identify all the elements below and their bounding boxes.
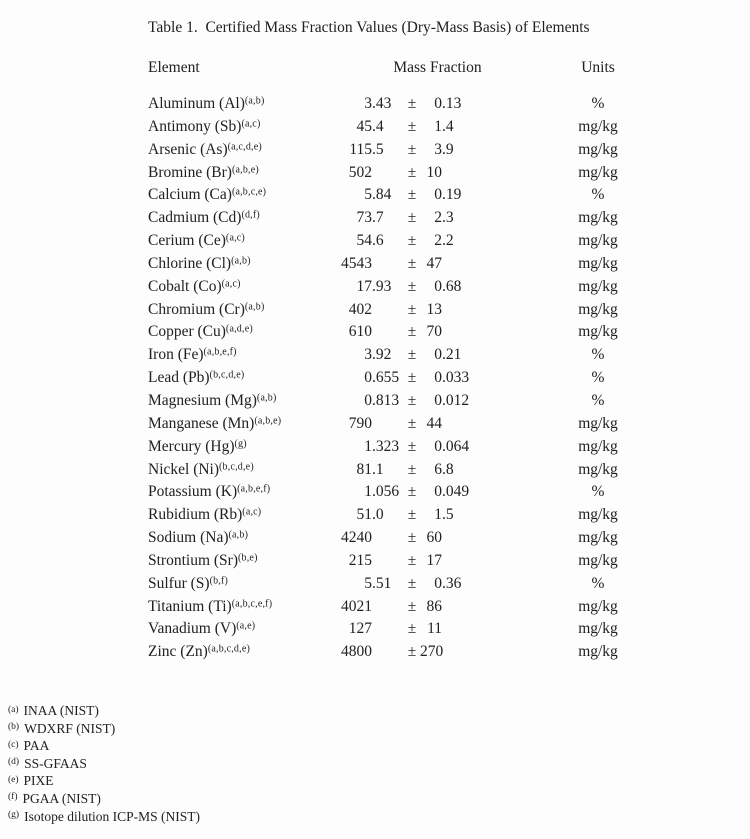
units-value: mg/kg bbox=[578, 597, 618, 615]
uncertainty-integer: 0 bbox=[434, 391, 442, 409]
footnote-line: $^{(e)}$ PIXE bbox=[8, 773, 54, 789]
units-value: mg/kg bbox=[578, 117, 618, 135]
method-superscript: (b,f) bbox=[209, 575, 229, 587]
uncertainty-integer: 47 bbox=[426, 254, 442, 272]
method-superscript: (a,b,e) bbox=[231, 164, 259, 176]
plus-minus-sign: ± bbox=[407, 574, 417, 592]
element-name: Titanium (Ti)$^{(a,b,c,e,f)}$ bbox=[148, 597, 273, 615]
table-row bbox=[0, 299, 750, 322]
element-name: Arsenic (As)$^{(a,c,d,e)}$ bbox=[148, 140, 262, 158]
uncertainty-integer: 70 bbox=[426, 323, 442, 341]
table-row bbox=[0, 504, 750, 527]
column-header-element: Element bbox=[148, 59, 200, 76]
uncertainty-integer: 0 bbox=[434, 369, 442, 387]
element-name: Rubidium (Rb)$^{(a,c)}$ bbox=[148, 506, 262, 524]
uncertainty-fraction bbox=[442, 413, 476, 436]
value-fraction: .813 bbox=[372, 391, 400, 409]
uncertainty-integer: 2 bbox=[434, 232, 442, 250]
value-integer: 54 bbox=[356, 232, 372, 250]
plus-minus-sign: ± bbox=[407, 163, 417, 181]
method-superscript: (a,b) bbox=[231, 255, 251, 267]
uncertainty-fraction: .4 bbox=[442, 117, 454, 135]
value-fraction bbox=[372, 596, 408, 619]
method-superscript: (a,c) bbox=[221, 278, 241, 290]
value-fraction: .056 bbox=[372, 483, 400, 501]
value-integer: 1 bbox=[364, 437, 372, 455]
uncertainty-fraction: .8 bbox=[442, 460, 454, 478]
method-superscript: (a,c) bbox=[225, 232, 245, 244]
method-superscript: (a,b,c,d,e) bbox=[207, 643, 251, 655]
uncertainty-integer: 17 bbox=[426, 551, 442, 569]
uncertainty-integer: 86 bbox=[426, 597, 442, 615]
footnote-line: $^{(c)}$ PAA bbox=[8, 738, 50, 754]
uncertainty-fraction: .68 bbox=[442, 277, 462, 295]
units-value: % bbox=[591, 391, 605, 409]
value-integer: 115 bbox=[349, 140, 372, 158]
value-integer: 81 bbox=[356, 460, 372, 478]
table-row bbox=[0, 139, 750, 162]
element-name: Copper (Cu)$^{(a,d,e)}$ bbox=[148, 323, 253, 341]
uncertainty-fraction: .36 bbox=[442, 574, 462, 592]
table-row bbox=[0, 230, 750, 253]
value-integer: 215 bbox=[348, 551, 372, 569]
units-value: % bbox=[591, 483, 605, 501]
method-superscript: (b,e) bbox=[238, 552, 258, 564]
method-superscript: (a,b) bbox=[244, 301, 265, 313]
table-body bbox=[0, 93, 750, 664]
value-integer: 790 bbox=[348, 414, 372, 432]
footnote-marker: (b) bbox=[8, 722, 20, 733]
uncertainty-fraction bbox=[442, 596, 476, 619]
footnote-line: $^{(b)}$ WDXRF (NIST) bbox=[8, 720, 116, 736]
uncertainty-integer: 0 bbox=[434, 574, 442, 592]
table-row bbox=[0, 596, 750, 619]
footnote-marker: (c) bbox=[8, 739, 19, 750]
method-superscript: (a,b,e,f) bbox=[203, 346, 237, 358]
element-name: Cadmium (Cd)$^{(d,f)}$ bbox=[148, 209, 260, 227]
element-name: Potassium (K)$^{(a,b,e,f)}$ bbox=[148, 483, 271, 501]
element-name: Iron (Fe)$^{(a,b,e,f)}$ bbox=[148, 346, 237, 364]
plus-minus-sign: ± bbox=[407, 369, 417, 387]
uncertainty-fraction: .049 bbox=[442, 483, 470, 501]
method-superscript: (a,b,e) bbox=[254, 415, 282, 427]
method-superscript: (a,e) bbox=[236, 620, 256, 632]
footnote-line: $^{(a)}$ INAA (NIST) bbox=[8, 703, 99, 718]
value-fraction: .92 bbox=[372, 346, 392, 364]
plus-minus-sign: ± bbox=[407, 551, 417, 569]
footnote-marker: (a) bbox=[8, 704, 19, 715]
units-value: mg/kg bbox=[578, 643, 618, 661]
footnote-marker: (f) bbox=[8, 792, 18, 803]
uncertainty-integer: 0 bbox=[434, 346, 442, 364]
uncertainty-fraction bbox=[442, 321, 476, 344]
table-row bbox=[0, 390, 750, 413]
footnote-line: $^{(g)}$ Isotope dilution ICP-MS (NIST) bbox=[8, 808, 200, 824]
units-value: % bbox=[591, 369, 605, 387]
value-fraction: .93 bbox=[372, 277, 392, 295]
value-integer: 610 bbox=[348, 323, 372, 341]
value-fraction: .51 bbox=[372, 574, 392, 592]
method-superscript: (g) bbox=[234, 438, 247, 450]
value-integer: 73 bbox=[356, 209, 372, 227]
method-superscript: (a,c) bbox=[241, 118, 261, 130]
uncertainty-fraction bbox=[442, 162, 476, 185]
value-integer: 5 bbox=[364, 186, 372, 204]
element-name: Antimony (Sb)$^{(a,c)}$ bbox=[148, 117, 261, 135]
table-row bbox=[0, 116, 750, 139]
units-value: mg/kg bbox=[578, 232, 618, 250]
element-name: Zinc (Zn)$^{(a,b,c,d,e)}$ bbox=[148, 643, 251, 661]
value-fraction bbox=[372, 641, 408, 664]
table-row bbox=[0, 162, 750, 185]
uncertainty-integer: 1 bbox=[434, 506, 442, 524]
uncertainty-integer: 0 bbox=[434, 437, 442, 455]
table-row bbox=[0, 184, 750, 207]
value-fraction: .4 bbox=[372, 117, 384, 135]
plus-minus-sign: ± bbox=[407, 209, 417, 227]
table-row bbox=[0, 207, 750, 230]
units-value: mg/kg bbox=[578, 437, 618, 455]
value-fraction: .5 bbox=[372, 140, 384, 158]
table-row bbox=[0, 459, 750, 482]
units-value: % bbox=[591, 574, 605, 592]
value-integer: 17 bbox=[356, 277, 372, 295]
value-fraction: .84 bbox=[372, 186, 392, 204]
element-name: Manganese (Mn)$^{(a,b,e)}$ bbox=[148, 414, 282, 432]
uncertainty-fraction: .19 bbox=[442, 186, 462, 204]
uncertainty-fraction: .033 bbox=[442, 369, 470, 387]
table-row bbox=[0, 618, 750, 641]
uncertainty-integer: 60 bbox=[426, 529, 442, 547]
value-integer: 402 bbox=[348, 300, 372, 318]
element-name: Chromium (Cr)$^{(a,b)}$ bbox=[148, 300, 265, 318]
units-value: mg/kg bbox=[578, 551, 618, 569]
table-row bbox=[0, 481, 750, 504]
uncertainty-integer: 0 bbox=[434, 483, 442, 501]
element-name: Sulfur (S)$^{(b,f)}$ bbox=[148, 574, 229, 592]
units-value: mg/kg bbox=[578, 620, 618, 638]
table-row bbox=[0, 93, 750, 116]
uncertainty-integer: 13 bbox=[426, 300, 442, 318]
table-row bbox=[0, 253, 750, 276]
plus-minus-sign: ± bbox=[407, 140, 417, 158]
value-integer: 5 bbox=[364, 574, 372, 592]
value-integer: 45 bbox=[356, 117, 372, 135]
plus-minus-sign: ± bbox=[407, 95, 417, 112]
value-integer: 3 bbox=[364, 95, 372, 112]
column-header-mass-fraction: Mass Fraction bbox=[393, 59, 482, 76]
table-row bbox=[0, 550, 750, 573]
table-row bbox=[0, 276, 750, 299]
table-row bbox=[0, 573, 750, 596]
plus-minus-sign: ± bbox=[407, 232, 417, 250]
units-value: mg/kg bbox=[578, 163, 618, 181]
units-value: % bbox=[591, 95, 605, 112]
plus-minus-sign: ± bbox=[407, 597, 417, 615]
units-value: mg/kg bbox=[578, 529, 618, 547]
units-value: mg/kg bbox=[578, 414, 618, 432]
uncertainty-integer: 0 bbox=[434, 95, 442, 112]
footnote-line: $^{(f)}$ PGAA (NIST) bbox=[8, 790, 101, 806]
uncertainty-fraction bbox=[442, 550, 476, 573]
uncertainty-fraction: .13 bbox=[442, 95, 462, 112]
units-value: % bbox=[591, 346, 605, 364]
table-row bbox=[0, 413, 750, 436]
uncertainty-integer: 0 bbox=[434, 277, 442, 295]
value-integer: 502 bbox=[348, 163, 372, 181]
table-row bbox=[0, 367, 750, 390]
uncertainty-fraction bbox=[442, 299, 476, 322]
uncertainty-fraction: .2 bbox=[442, 232, 454, 250]
plus-minus-sign: ± bbox=[407, 414, 417, 432]
element-name: Magnesium (Mg)$^{(a,b)}$ bbox=[148, 391, 277, 409]
uncertainty-fraction: .9 bbox=[442, 140, 454, 158]
value-fraction: .1 bbox=[372, 460, 384, 478]
method-superscript: (a,b) bbox=[256, 392, 277, 404]
column-header-units: Units bbox=[581, 59, 615, 76]
units-value: mg/kg bbox=[578, 460, 618, 478]
value-fraction bbox=[372, 550, 408, 573]
value-fraction bbox=[372, 321, 408, 344]
uncertainty-integer: 1 bbox=[434, 117, 442, 135]
element-name: Nickel (Ni)$^{(b,c,d,e)}$ bbox=[148, 460, 254, 478]
uncertainty-integer: 270 bbox=[420, 643, 444, 661]
value-fraction: .0 bbox=[372, 506, 384, 524]
plus-minus-sign: ± bbox=[407, 460, 417, 478]
table-row bbox=[0, 344, 750, 367]
value-fraction: .323 bbox=[372, 437, 400, 455]
method-superscript: (a,b,e,f) bbox=[237, 483, 271, 495]
footnote-marker: (e) bbox=[8, 774, 19, 785]
uncertainty-integer: 6 bbox=[434, 460, 442, 478]
element-name: Vanadium (V)$^{(a,e)}$ bbox=[148, 620, 256, 638]
value-fraction: .7 bbox=[372, 209, 384, 227]
method-superscript: (a,b,c,e) bbox=[231, 186, 267, 198]
table-row bbox=[0, 527, 750, 550]
units-value: mg/kg bbox=[578, 140, 618, 158]
footnote-marker: (d) bbox=[8, 757, 20, 768]
uncertainty-integer: 10 bbox=[426, 163, 442, 181]
element-name: Cobalt (Co)$^{(a,c)}$ bbox=[148, 277, 241, 295]
value-integer: 1 bbox=[364, 483, 372, 501]
units-value: mg/kg bbox=[578, 323, 618, 341]
method-superscript: (a,b,c,e,f) bbox=[231, 598, 273, 610]
footnotes bbox=[8, 702, 200, 825]
value-fraction: .655 bbox=[372, 369, 400, 387]
uncertainty-fraction: .21 bbox=[442, 346, 462, 364]
value-fraction bbox=[372, 162, 408, 185]
uncertainty-fraction: .064 bbox=[442, 437, 470, 455]
value-integer: 0 bbox=[364, 391, 372, 409]
plus-minus-sign: ± bbox=[407, 277, 417, 295]
plus-minus-sign: ± bbox=[407, 346, 417, 364]
value-fraction: .6 bbox=[372, 232, 384, 250]
value-integer: 0 bbox=[364, 369, 372, 387]
uncertainty-fraction bbox=[442, 618, 476, 641]
method-superscript: (d,f) bbox=[241, 209, 260, 221]
plus-minus-sign: ± bbox=[407, 391, 417, 409]
plus-minus-sign: ± bbox=[407, 254, 417, 272]
units-value: mg/kg bbox=[578, 254, 618, 272]
table-row bbox=[0, 641, 750, 664]
value-fraction bbox=[372, 618, 408, 641]
units-value: mg/kg bbox=[578, 300, 618, 318]
uncertainty-integer: 44 bbox=[426, 414, 442, 432]
plus-minus-sign: ± bbox=[407, 117, 417, 135]
uncertainty-fraction: .3 bbox=[442, 209, 454, 227]
table-row bbox=[0, 321, 750, 344]
plus-minus-sign: ± bbox=[407, 186, 417, 204]
uncertainty-fraction bbox=[442, 253, 476, 276]
value-integer: 4021 bbox=[341, 597, 372, 615]
method-superscript: (a,b) bbox=[228, 529, 249, 541]
units-value: % bbox=[591, 186, 605, 204]
units-value: mg/kg bbox=[578, 506, 618, 524]
element-name: Cerium (Ce)$^{(a,c)}$ bbox=[148, 232, 245, 250]
plus-minus-sign: ± bbox=[407, 323, 417, 341]
units-value: mg/kg bbox=[578, 209, 618, 227]
plus-minus-sign: ± bbox=[407, 529, 417, 547]
uncertainty-fraction bbox=[442, 527, 476, 550]
plus-minus-sign: ± bbox=[407, 620, 417, 638]
value-fraction: .43 bbox=[372, 95, 392, 112]
plus-minus-sign: ± bbox=[407, 643, 417, 661]
method-superscript: (b,c,d,e) bbox=[209, 369, 245, 381]
element-name: Mercury (Hg)$^{(g)}$ bbox=[148, 437, 247, 455]
method-superscript: (b,c,d,e) bbox=[219, 461, 254, 472]
uncertainty-fraction bbox=[442, 641, 476, 664]
plus-minus-sign: ± bbox=[407, 437, 417, 455]
plus-minus-sign: ± bbox=[407, 506, 417, 524]
element-name: Chlorine (Cl)$^{(a,b)}$ bbox=[148, 254, 251, 272]
plus-minus-sign: ± bbox=[407, 300, 417, 318]
uncertainty-fraction: .012 bbox=[442, 391, 470, 409]
uncertainty-integer: 2 bbox=[434, 209, 442, 227]
value-fraction bbox=[372, 253, 408, 276]
value-integer: 127 bbox=[348, 620, 372, 638]
method-superscript: (a,d,e) bbox=[225, 323, 253, 335]
value-integer: 4543 bbox=[341, 254, 372, 272]
uncertainty-integer: 11 bbox=[427, 620, 442, 638]
value-fraction bbox=[372, 527, 408, 550]
table-title: Table 1. Certified Mass Fraction Values (Dry-Mass Basis) of Elements bbox=[148, 19, 590, 36]
units-value: mg/kg bbox=[578, 277, 618, 295]
value-integer: 51 bbox=[356, 506, 372, 524]
method-superscript: (a,b) bbox=[244, 95, 265, 107]
element-name: Aluminum (Al)$^{(a,b)}$ bbox=[148, 95, 265, 112]
footnote-line: $^{(d)}$ SS-GFAAS bbox=[8, 755, 87, 771]
uncertainty-integer: 3 bbox=[434, 140, 442, 158]
element-name: Strontium (Sr)$^{(b,e)}$ bbox=[148, 551, 258, 569]
plus-minus-sign: ± bbox=[407, 483, 417, 501]
uncertainty-integer: 0 bbox=[434, 186, 442, 204]
table-row bbox=[0, 436, 750, 459]
value-fraction bbox=[372, 413, 408, 436]
element-name: Sodium (Na)$^{(a,b)}$ bbox=[148, 529, 249, 547]
value-integer: 4800 bbox=[341, 643, 372, 661]
value-fraction bbox=[372, 299, 408, 322]
footnote-marker: (g) bbox=[8, 810, 20, 821]
value-integer: 4240 bbox=[341, 529, 372, 547]
uncertainty-fraction: .5 bbox=[442, 506, 454, 524]
element-name: Bromine (Br)$^{(a,b,e)}$ bbox=[148, 163, 259, 181]
value-integer: 3 bbox=[364, 346, 372, 364]
element-name: Calcium (Ca)$^{(a,b,c,e)}$ bbox=[148, 186, 267, 204]
method-superscript: (a,c) bbox=[242, 506, 262, 518]
method-superscript: (a,c,d,e) bbox=[227, 141, 262, 153]
element-name: Lead (Pb)$^{(b,c,d,e)}$ bbox=[148, 369, 245, 387]
